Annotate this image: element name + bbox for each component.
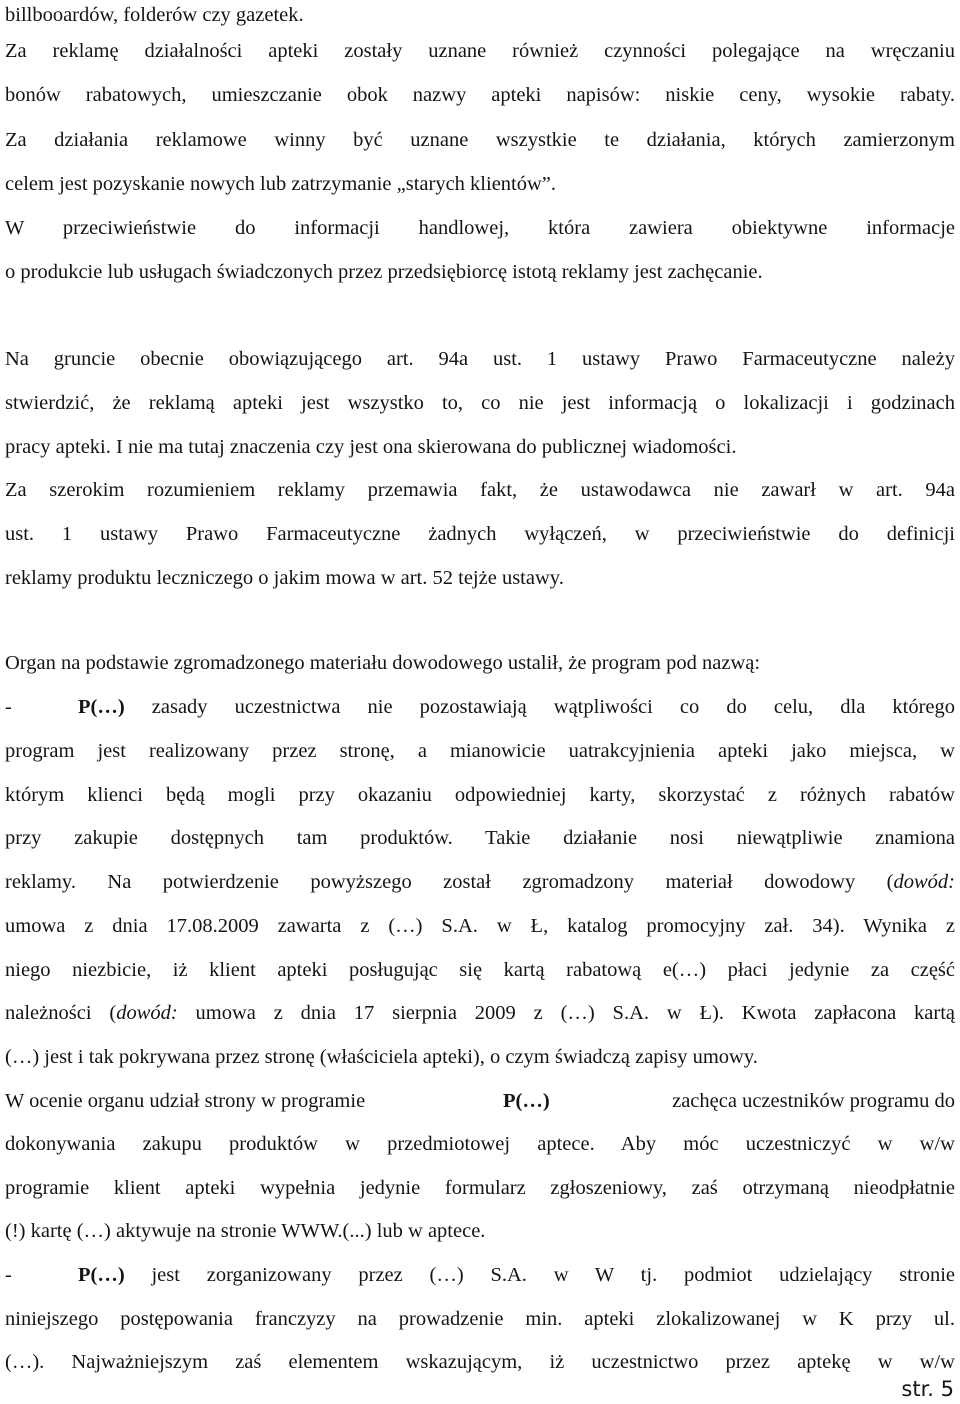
text-line: (…). Najważniejszym zaś elementem wskazującym, iż uczestnictwo przez aptekę w w/w: [5, 1351, 955, 1373]
text-line: billbooardów, folderów czy gazetek.: [5, 4, 304, 26]
text-line: reklamy produktu leczniczego o jakim mowa w art. 52 tejże ustawy.: [5, 567, 564, 589]
text-fragment: zasady uczestnictwa nie pozostawiają wątpliwości co do celu, dla którego: [151, 696, 956, 718]
assessment-line: [5, 1083, 955, 1119]
program-name: P(…): [503, 1090, 550, 1112]
text-line: (…) jest i tak pokrywana przez stronę (właściciela apteki), o czym świadczą zapisy umowy.: [5, 1046, 758, 1068]
program-name: P(…): [78, 696, 125, 718]
bullet-text: [78, 689, 955, 725]
text-line: Za szerokim rozumieniem reklamy przemawia fakt, że ustawodawca nie zawarł w art. 94a: [5, 479, 955, 501]
text-line: umowa z dnia 17.08.2009 zawarta z (…) S.A. w Ł, katalog promocyjny zał. 34). Wynika z: [5, 915, 955, 937]
text-line: stwierdzić, że reklamą apteki jest wszystko to, co nie jest informacją o lokalizacji i godzinach: [5, 392, 955, 414]
text-line: Na gruncie obecnie obowiązującego art. 94a ust. 1 ustawy Prawo Farmaceutyczne należy: [5, 348, 955, 370]
text-fragment: zachęca uczestników programu do: [672, 1090, 955, 1112]
text-line: niniejszego postępowania franczyzy na prowadzenie min. apteki zlokalizowanej w K przy ul.: [5, 1308, 955, 1330]
text-line: Za działania reklamowe winny być uznane wszystkie te działania, których zamierzonym: [5, 129, 955, 151]
text-fragment: należności (: [5, 1002, 117, 1024]
text-line: program jest realizowany przez stronę, a mianowicie uatrakcyjnienia apteki jako miejsca, w: [5, 740, 955, 762]
bullet-line: [5, 1257, 955, 1293]
text-line: (!) kartę (…) aktywuje na stronie WWW.(...) lub w aptece.: [5, 1220, 486, 1242]
text-line: bonów rabatowych, umieszczanie obok nazwy apteki napisów: niskie ceny, wysokie rabaty.: [5, 84, 955, 106]
text-line: ust. 1 ustawy Prawo Farmaceutyczne żadnych wyłączeń, w przeciwieństwie do definicji: [5, 523, 955, 545]
bullet-dash: -: [5, 696, 12, 718]
text-line: Za reklamę działalności apteki zostały uznane również czynności polegające na wręczaniu: [5, 40, 955, 62]
text-fragment: W ocenie organu udział strony w programie: [5, 1090, 366, 1112]
text-line: Organ na podstawie zgromadzonego materiału dowodowego ustalił, że program pod nazwą:: [5, 652, 761, 674]
bullet-text: [78, 1257, 955, 1293]
bullet-dash: -: [5, 1264, 12, 1286]
text-line: W przeciwieństwie do informacji handlowej, która zawiera obiektywne informacje: [5, 217, 955, 239]
text-fragment: jest zorganizowany przez (…) S.A. w W tj. podmiot udzielający stronie: [151, 1264, 956, 1286]
text-line: pracy apteki. I nie ma tutaj znaczenia czy jest ona skierowana do publicznej wiadomości.: [5, 436, 737, 458]
text-line: o produkcie lub usługach świadczonych przez przedsiębiorcę istotą reklamy jest zachęcanie.: [5, 261, 763, 283]
text-fragment: umowa z dnia 17 sierpnia 2009 z (…) S.A. w Ł). Kwota zapłacona kartą: [177, 1002, 956, 1024]
bullet-line: [5, 689, 955, 725]
text-line: celem jest pozyskanie nowych lub zatrzymanie „starych klientów”.: [5, 173, 557, 195]
text-line: niego niezbicie, iż klient apteki posługując się kartą rabatową e(…) płaci jedynie za część: [5, 959, 955, 981]
text-line: przy zakupie dostępnych tam produktów. Takie działanie nosi niewątpliwie znamiona: [5, 827, 955, 849]
evidence-label: dowód:: [116, 1002, 178, 1024]
text-line: dokonywania zakupu produktów w przedmiotowej aptece. Aby móc uczestniczyć w w/w: [5, 1133, 955, 1155]
text-fragment: reklamy. Na potwierdzenie powyższego został zgromadzony materiał dowodowy (: [5, 871, 894, 893]
text-line: programie klient apteki wypełnia jedynie formularz zgłoszeniowy, zaś otrzymaną nieodpłatnie: [5, 1177, 955, 1199]
text-line: [5, 864, 955, 900]
program-name: P(…): [78, 1264, 125, 1286]
page-number: str. 5: [901, 1377, 954, 1401]
text-line: [5, 995, 955, 1031]
text-line: którym klienci będą mogli przy okazaniu odpowiedniej karty, skorzystać z różnych rabatów: [5, 784, 955, 806]
evidence-label: dowód:: [893, 871, 955, 893]
